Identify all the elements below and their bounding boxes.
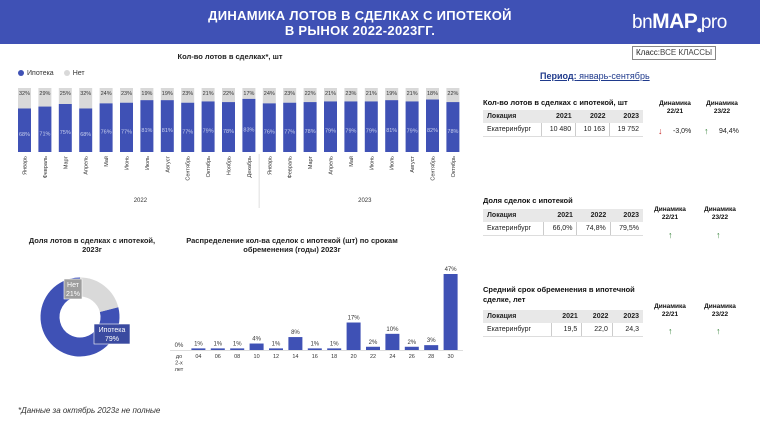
data-label-no: 18% xyxy=(426,91,439,97)
x-tick-label: Май xyxy=(348,156,355,167)
x-tick-label: Июль xyxy=(389,156,396,171)
bar-segment-mortgage xyxy=(79,108,92,152)
logo-main: MAP xyxy=(652,10,698,33)
distribution-title-line-2: обременения (годы) 2023г xyxy=(243,245,341,254)
bar xyxy=(444,274,458,350)
table1-col-2021: 2021 xyxy=(542,110,576,123)
data-label-mortgage: 75% xyxy=(59,130,71,136)
x-tick-label: Июнь xyxy=(124,156,131,170)
data-label-mortgage: 68% xyxy=(80,132,92,139)
data-label-mortgage: 78% xyxy=(222,129,235,136)
stacked-chart-title: Кол-во лотов в сделках*, шт xyxy=(177,52,283,61)
bar xyxy=(424,345,438,350)
table1 xyxy=(483,110,643,137)
table1-dyn2-value: 94,4% xyxy=(719,128,739,135)
table3 xyxy=(483,310,643,337)
donut-value-no: 21% xyxy=(65,291,81,298)
data-label-no: 32% xyxy=(18,91,31,97)
data-label-mortgage: 79% xyxy=(365,128,377,135)
bar-segment-mortgage xyxy=(304,102,317,152)
table2-col-2023: 2023 xyxy=(610,209,643,222)
data-label-mortgage: 77% xyxy=(182,129,194,136)
distribution-chart-title xyxy=(182,236,402,254)
x-tick-label: Сентябрь xyxy=(430,156,437,181)
data-label-no: 17% xyxy=(243,91,255,97)
table3-col-2023: 2023 xyxy=(612,310,643,323)
class-filter-label: Класс: xyxy=(636,48,660,57)
bar-segment-mortgage xyxy=(263,103,276,152)
data-label-no: 24% xyxy=(263,91,275,97)
bar xyxy=(385,334,399,350)
bar-segment-mortgage xyxy=(324,101,337,152)
table3-cell-location: Екатеринбург xyxy=(483,323,551,336)
data-label: 4% xyxy=(252,336,261,343)
table1-cell-2022: 10 163 xyxy=(576,123,610,136)
x-tick-label: 2-х xyxy=(175,360,183,367)
donut-title-line-2: 2023г xyxy=(82,245,102,254)
class-filter[interactable] xyxy=(632,46,716,60)
bar-segment-mortgage xyxy=(406,101,419,152)
donut-label-no: Нет xyxy=(67,282,79,289)
table1-cell-location: Екатеринбург xyxy=(483,123,542,136)
table2-col-2022: 2022 xyxy=(577,209,610,222)
data-label: 3% xyxy=(426,338,436,345)
period-value: январь-сентябрь xyxy=(576,71,650,81)
table2-title: Доля сделок с ипотекой xyxy=(483,196,573,205)
bar-segment-mortgage xyxy=(242,99,255,152)
period-filter[interactable] xyxy=(540,71,650,81)
table3-col-2022: 2022 xyxy=(582,310,613,323)
x-tick-label: 16 xyxy=(311,354,318,360)
data-label-mortgage: 76% xyxy=(100,129,112,136)
table-row xyxy=(483,222,643,235)
data-label-mortgage: 79% xyxy=(345,128,357,135)
bar xyxy=(230,348,244,350)
title-line-1: ДИНАМИКА ЛОТОВ В СДЕЛКАХ С ИПОТЕКОЙ xyxy=(208,8,512,23)
data-label-mortgage: 77% xyxy=(284,129,296,136)
data-label-no: 19% xyxy=(161,91,173,97)
x-tick-label: 04 xyxy=(195,354,202,360)
x-tick-label: Ноябрь xyxy=(226,156,233,176)
x-tick-label: Июнь xyxy=(369,156,376,170)
donut-value-mortgage: 79% xyxy=(104,336,120,343)
table1-cell-2023: 19 752 xyxy=(610,123,643,136)
bar xyxy=(288,337,302,350)
x-tick-label: Январь xyxy=(267,156,274,175)
table3-title-line-2: сделке, лет xyxy=(483,295,526,304)
data-label-no: 22% xyxy=(447,91,459,97)
stacked-chart-legend xyxy=(18,70,85,77)
title-line-2: В РЫНОК 2022-2023ГГ. xyxy=(284,23,436,38)
data-label-no: 29% xyxy=(39,91,51,97)
data-label-mortgage: 81% xyxy=(386,128,398,135)
bar xyxy=(269,348,283,350)
data-label-no: 32% xyxy=(80,91,92,97)
x-tick-label: Февраль xyxy=(287,156,294,179)
x-tick-label: 06 xyxy=(214,354,221,360)
x-tick-label: Декабрь xyxy=(246,156,253,178)
x-tick-label: Октябрь xyxy=(206,156,213,178)
data-label: 1% xyxy=(194,341,203,348)
donut-chart xyxy=(20,262,170,372)
bar-segment-mortgage xyxy=(202,101,215,152)
bar-segment-mortgage xyxy=(120,103,133,152)
table3-cell-2023: 24,3 xyxy=(612,323,643,336)
table2-col-2021: 2021 xyxy=(544,209,577,222)
year-label-2023: 2023 xyxy=(358,198,372,204)
arrow-down-icon: ↓ xyxy=(658,126,663,136)
bar-segment-mortgage xyxy=(344,101,357,152)
x-tick-label: 26 xyxy=(408,354,415,360)
bar-segment-mortgage xyxy=(283,103,296,152)
x-tick-label: 18 xyxy=(331,354,338,360)
distribution-title-line-1: Распределение кол-ва сделок с ипотекой (шт) по срокам xyxy=(186,236,398,245)
arrow-up-icon: ↑ xyxy=(716,230,721,240)
arrow-up-icon: ↑ xyxy=(704,126,709,136)
data-label-no: 23% xyxy=(284,91,296,97)
data-label-no: 21% xyxy=(365,91,377,97)
year-label-2022: 2022 xyxy=(133,198,148,204)
data-label: 1% xyxy=(232,341,242,348)
x-tick-label: до xyxy=(175,354,183,360)
bar-segment-mortgage xyxy=(222,102,235,152)
table2-cell-2022: 74,8% xyxy=(577,222,610,235)
table1-col-location: Локация xyxy=(483,110,542,123)
table3-header-row xyxy=(483,310,643,323)
x-tick-label: Август xyxy=(410,156,417,173)
bar-segment-mortgage xyxy=(38,107,51,152)
data-label-no: 24% xyxy=(100,91,112,97)
bar-segment-mortgage xyxy=(140,100,153,152)
data-label-mortgage: 77% xyxy=(120,129,133,136)
bar xyxy=(327,348,341,350)
x-tick-label: Август xyxy=(165,156,172,173)
data-label-mortgage: 83% xyxy=(243,127,255,134)
bar xyxy=(211,348,225,350)
bar-segment-mortgage xyxy=(18,108,31,152)
x-tick-label: 28 xyxy=(428,354,435,360)
data-label-no: 22% xyxy=(222,91,235,97)
x-tick-label: Март xyxy=(308,156,315,170)
table2-dyn2-header: Динамика 23/22 xyxy=(704,206,736,221)
table1-col-2022: 2022 xyxy=(576,110,610,123)
arrow-up-icon: ↑ xyxy=(668,326,673,336)
table1-dyn1-header: Динамика 22/21 xyxy=(659,100,691,115)
x-tick-label: 12 xyxy=(272,354,280,360)
data-label: 47% xyxy=(444,267,457,273)
footnote: *Данные за октябрь 2023г не полные xyxy=(18,406,161,415)
bar xyxy=(191,348,205,350)
period-label: Период: xyxy=(540,71,577,81)
donut-label-mortgage: Ипотека xyxy=(98,327,126,334)
table1-dyn1-value: -3,0% xyxy=(673,128,692,135)
bar-segment-mortgage xyxy=(161,100,174,152)
data-label-no: 25% xyxy=(59,91,71,97)
bar xyxy=(347,323,361,350)
x-tick-label: 20 xyxy=(350,354,357,360)
bar-segment-mortgage xyxy=(365,101,378,152)
legend-swatch-mortgage xyxy=(18,70,24,76)
table3-cell-2022: 22,0 xyxy=(582,323,613,336)
data-label: 8% xyxy=(291,330,300,337)
data-label-mortgage: 81% xyxy=(161,128,173,135)
bar-segment-mortgage xyxy=(59,104,72,152)
table3-title-line-1: Средний срок обременения в ипотечной xyxy=(483,285,635,294)
data-label-mortgage: 79% xyxy=(324,128,337,135)
legend-item-no xyxy=(64,70,85,77)
x-tick-label: Сентябрь xyxy=(185,156,192,181)
data-label-mortgage: 78% xyxy=(447,129,459,136)
distribution-bar-chart xyxy=(160,258,475,383)
data-label: 2% xyxy=(368,339,378,346)
data-label-no: 19% xyxy=(141,91,153,97)
data-label: 1% xyxy=(329,341,339,348)
stacked-bar-chart xyxy=(0,84,470,214)
data-label-no: 22% xyxy=(304,91,316,97)
bar-segment-mortgage xyxy=(426,100,439,152)
bar-segment-mortgage xyxy=(181,103,194,152)
table1-header-row xyxy=(483,110,643,123)
table3-dyn1-header: Динамика 22/21 xyxy=(654,303,686,318)
arrow-up-icon: ↑ xyxy=(668,230,673,240)
data-label: 10% xyxy=(386,326,399,333)
data-label-no: 21% xyxy=(324,91,337,97)
table-row xyxy=(483,123,643,136)
class-filter-value: ВСЕ КЛАССЫ xyxy=(660,48,713,57)
x-tick-label: Май xyxy=(104,156,111,167)
x-tick-label: 14 xyxy=(292,354,299,360)
bar-segment-mortgage xyxy=(100,103,113,152)
data-label-mortgage: 76% xyxy=(263,129,275,136)
table1-dyn2-header: Динамика 23/22 xyxy=(706,100,738,115)
bar xyxy=(250,344,264,350)
x-tick-label: Июль xyxy=(144,156,151,171)
table2-col-location: Локация xyxy=(483,209,544,222)
bar-segment-mortgage xyxy=(385,100,398,152)
logo-suffix: pro xyxy=(700,12,727,33)
x-tick-label: Апрель xyxy=(328,156,335,175)
x-tick-label: Март xyxy=(63,156,70,170)
data-label: 0% xyxy=(174,343,184,349)
data-label: 1% xyxy=(271,341,281,348)
arrow-up-icon: ↑ xyxy=(716,326,721,336)
bar xyxy=(405,347,419,350)
table3-col-2021: 2021 xyxy=(551,310,582,323)
table1-cell-2021: 10 480 xyxy=(542,123,576,136)
data-label: 17% xyxy=(347,315,360,322)
data-label: 1% xyxy=(213,341,223,348)
data-label-mortgage: 79% xyxy=(406,128,418,135)
x-tick-label: Февраль xyxy=(42,156,49,179)
logo-dot: ● xyxy=(696,25,702,37)
table3-title xyxy=(483,285,635,305)
x-tick-label: Январь xyxy=(22,156,29,175)
legend-label-no: Нет xyxy=(72,70,85,77)
bar-segment-mortgage xyxy=(446,102,459,152)
logo-prefix: bn xyxy=(632,12,653,33)
x-tick-label: 22 xyxy=(369,354,377,360)
table2-cell-2021: 66,0% xyxy=(544,222,577,235)
table3-dyn2-header: Динамика 23/22 xyxy=(704,303,736,318)
page-title xyxy=(150,8,570,38)
data-label-no: 21% xyxy=(406,91,418,97)
data-label-mortgage: 68% xyxy=(18,132,31,139)
table2-header-row xyxy=(483,209,643,222)
table2-dyn1-header: Динамика 22/21 xyxy=(654,206,686,221)
donut-title-line-1: Доля лотов в сделках с ипотекой, xyxy=(28,236,156,245)
x-tick-label: 10 xyxy=(253,354,260,360)
table1-title: Кол-во лотов в сделках с ипотекой, шт xyxy=(483,98,628,107)
table2-cell-2023: 79,5% xyxy=(610,222,643,235)
table3-cell-2021: 19,5 xyxy=(551,323,582,336)
x-tick-label: 24 xyxy=(389,354,396,360)
table3-col-location: Локация xyxy=(483,310,551,323)
data-label-mortgage: 81% xyxy=(141,128,153,135)
data-label-no: 23% xyxy=(182,91,194,97)
bar xyxy=(308,348,322,350)
table-row xyxy=(483,323,643,336)
table2-cell-location: Екатеринбург xyxy=(483,222,544,235)
x-tick-label: 08 xyxy=(234,354,241,360)
legend-item-mortgage xyxy=(18,70,54,77)
x-tick-label: Октябрь xyxy=(450,156,457,178)
data-label-mortgage: 71% xyxy=(39,131,51,138)
legend-swatch-no xyxy=(64,70,70,76)
x-tick-label: 30 xyxy=(447,354,454,360)
data-label-no: 23% xyxy=(120,91,133,97)
data-label-mortgage: 82% xyxy=(426,127,439,134)
header-banner xyxy=(0,0,760,44)
x-tick-label: Апрель xyxy=(83,156,90,175)
x-tick-label: лет xyxy=(174,367,184,373)
table2 xyxy=(483,209,643,236)
data-label: 1% xyxy=(310,341,320,348)
bar xyxy=(366,347,380,350)
data-label: 2% xyxy=(407,339,417,346)
table1-col-2023: 2023 xyxy=(610,110,643,123)
data-label-no: 23% xyxy=(345,91,357,97)
data-label-no: 19% xyxy=(386,91,398,97)
donut-chart-title xyxy=(12,236,172,254)
data-label-mortgage: 79% xyxy=(202,128,214,135)
data-label-no: 21% xyxy=(202,91,214,97)
data-label-mortgage: 78% xyxy=(304,129,316,136)
legend-label-mortgage: Ипотека xyxy=(27,70,54,77)
bnmap-logo xyxy=(632,11,727,42)
